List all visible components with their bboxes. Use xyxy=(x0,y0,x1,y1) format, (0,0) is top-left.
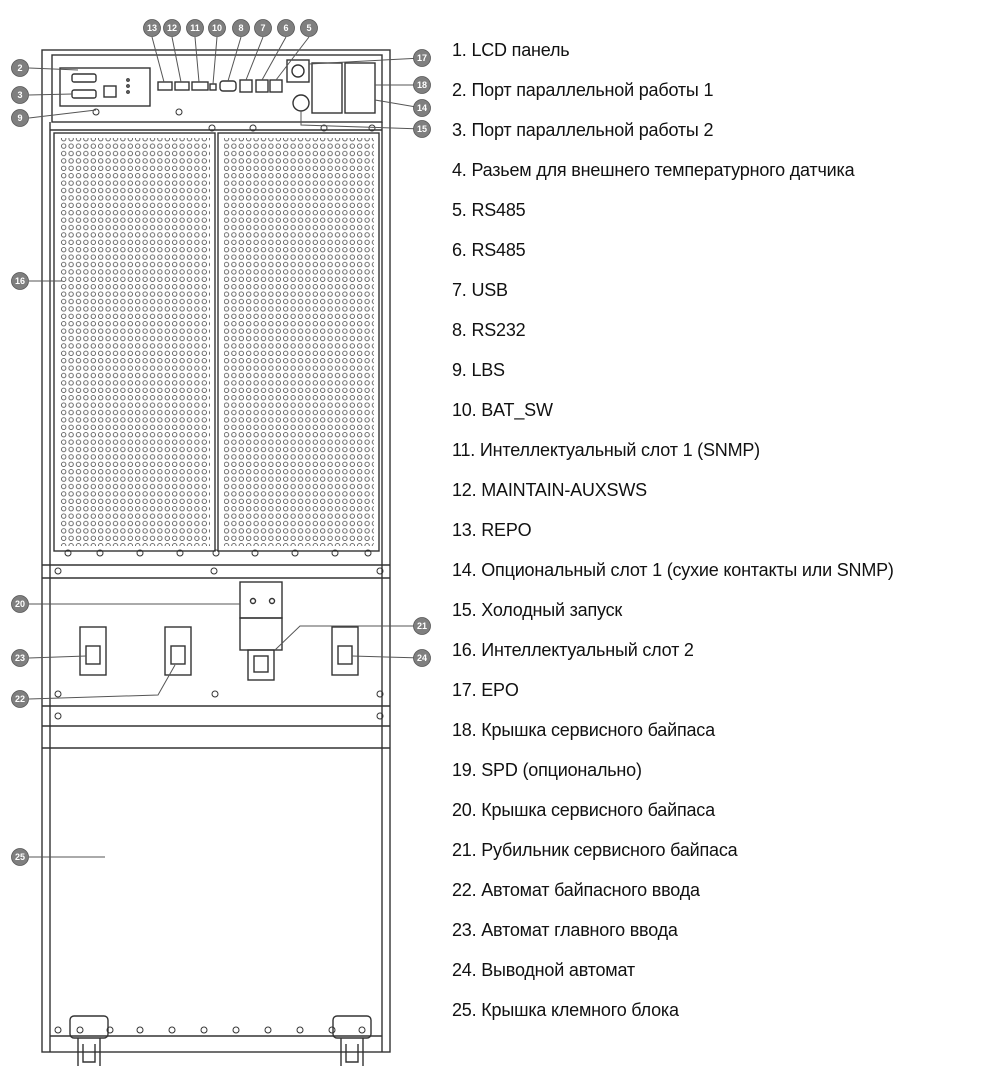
leader-12 xyxy=(172,37,181,82)
screw xyxy=(212,691,218,697)
callout-badge xyxy=(164,20,181,37)
callout-badge xyxy=(144,20,161,37)
legend-item xyxy=(452,870,894,910)
legend-item xyxy=(452,70,894,110)
screw xyxy=(137,1027,143,1033)
legend-item-text: Крышка сервисного байпаса xyxy=(481,720,715,740)
legend-item xyxy=(452,150,894,190)
screw xyxy=(176,109,182,115)
board-led-2 xyxy=(127,85,129,87)
legend-item-text: EPO xyxy=(481,680,519,700)
legend-item-number: 20. xyxy=(452,800,477,820)
leader-11 xyxy=(195,37,199,82)
legend-item-text: Крышка клемного блока xyxy=(481,1000,679,1020)
callout-number: 16 xyxy=(14,276,26,287)
legend-item-number: 16. xyxy=(452,640,477,660)
legend-item xyxy=(452,550,894,590)
leader-10 xyxy=(213,37,217,84)
callout-number: 13 xyxy=(146,23,158,34)
legend-item-text: Разьем для внешнего температурного датчика xyxy=(471,160,855,180)
bat-sw-connector xyxy=(210,84,216,90)
leader-9 xyxy=(29,110,96,118)
screw xyxy=(201,1027,207,1033)
callout-badge xyxy=(414,650,431,667)
legend-item-text: RS232 xyxy=(471,320,526,340)
legend-item-text: Автомат байпасного ввода xyxy=(481,880,700,900)
legend-item-number: 25. xyxy=(452,1000,477,1020)
legend-item-number: 1. xyxy=(452,40,467,60)
callout-badge xyxy=(209,20,226,37)
callout-badge xyxy=(12,849,29,866)
callout-badge xyxy=(12,596,29,613)
leader-23 xyxy=(29,656,86,658)
callout-badge xyxy=(414,77,431,94)
output-breaker xyxy=(332,627,358,675)
callout-number: 24 xyxy=(416,653,428,664)
legend-item xyxy=(452,750,894,790)
legend-item xyxy=(452,390,894,430)
legend-item xyxy=(452,110,894,150)
callout-number: 14 xyxy=(416,103,428,114)
callout-badge xyxy=(187,20,204,37)
leader-8 xyxy=(228,37,241,81)
callout-badge xyxy=(233,20,250,37)
screw xyxy=(55,691,61,697)
legend-item-number: 22. xyxy=(452,880,477,900)
screw xyxy=(265,1027,271,1033)
bypass-cover xyxy=(240,582,282,618)
legend-item-number: 23. xyxy=(452,920,477,940)
leader-24 xyxy=(352,656,422,658)
callout-number: 20 xyxy=(14,599,26,610)
legend-item xyxy=(452,510,894,550)
epo-button xyxy=(292,65,304,77)
leader-13 xyxy=(152,37,164,82)
legend-item xyxy=(452,590,894,630)
parallel-port-2 xyxy=(72,90,96,98)
snmp-slot-1 xyxy=(192,82,208,90)
caster-right-bracket xyxy=(333,1016,371,1038)
callout-badge xyxy=(12,110,29,127)
rs485-port-2 xyxy=(270,80,282,92)
callout-number: 12 xyxy=(166,23,178,34)
maintain-auxsws-connector xyxy=(175,82,189,90)
legend-item-text: BAT_SW xyxy=(481,400,553,420)
callout-number: 5 xyxy=(306,23,312,34)
screw xyxy=(297,1027,303,1033)
legend-item-number: 21. xyxy=(452,840,477,860)
maintenance-bypass-switch xyxy=(248,650,274,680)
legend-item xyxy=(452,270,894,310)
bypass-input-breaker-toggle xyxy=(171,646,185,664)
callout-number: 22 xyxy=(14,694,26,705)
callout-badge xyxy=(12,691,29,708)
main-input-breaker xyxy=(80,627,106,675)
screw xyxy=(55,713,61,719)
legend-item-text: Интеллектуальный слот 2 xyxy=(481,640,694,660)
epo-switch xyxy=(287,60,309,82)
legend-item-text: MAINTAIN-AUXSWS xyxy=(481,480,647,500)
legend-item-number: 15. xyxy=(452,600,477,620)
legend-item-number: 3. xyxy=(452,120,467,140)
callout-badge xyxy=(414,121,431,138)
screw xyxy=(55,568,61,574)
legend-item-text: Крышка сервисного байпаса xyxy=(481,800,715,820)
legend-item-number: 5. xyxy=(452,200,467,220)
legend-item-number: 17. xyxy=(452,680,477,700)
bypass-cover-screw-1 xyxy=(251,599,256,604)
callout-number: 10 xyxy=(211,23,223,34)
callout-badge xyxy=(414,50,431,67)
rs485-port-1 xyxy=(256,80,268,92)
legend-item xyxy=(452,430,894,470)
repo-connector xyxy=(158,82,172,90)
legend-item-text: RS485 xyxy=(471,240,526,260)
leader-3 xyxy=(29,94,72,95)
leader-6 xyxy=(262,37,286,80)
legend-item xyxy=(452,350,894,390)
legend-item-text: SPD (опционально) xyxy=(481,760,642,780)
legend-item xyxy=(452,630,894,670)
callout-number: 9 xyxy=(17,113,23,124)
screw xyxy=(55,1027,61,1033)
callout-badge xyxy=(414,100,431,117)
legend-item xyxy=(452,470,894,510)
callout-badge xyxy=(12,650,29,667)
screw xyxy=(169,1027,175,1033)
callout-number: 7 xyxy=(260,23,266,34)
callout-number: 3 xyxy=(17,90,23,101)
legend-item-number: 8. xyxy=(452,320,467,340)
callout-badge xyxy=(12,60,29,77)
callout-number: 6 xyxy=(283,23,289,34)
callout-badge xyxy=(301,20,318,37)
screw xyxy=(77,1027,83,1033)
callout-number: 21 xyxy=(416,621,428,632)
legend-item-text: REPO xyxy=(481,520,532,540)
legend-item-number: 11. xyxy=(452,440,476,460)
legend-item-number: 10. xyxy=(452,400,477,420)
legend-item xyxy=(452,790,894,830)
board-led-1 xyxy=(127,79,129,81)
legend-item-number: 18. xyxy=(452,720,477,740)
callout-badge xyxy=(12,273,29,290)
screw xyxy=(213,550,219,556)
legend-item xyxy=(452,990,894,1030)
usb-port xyxy=(240,80,252,92)
legend-item xyxy=(452,710,894,750)
legend-item-text: Порт параллельной работы 1 xyxy=(471,80,714,100)
bypass-switch-plate xyxy=(240,618,282,650)
legend-item-text: LBS xyxy=(471,360,505,380)
legend-item-text: Холодный запуск xyxy=(481,600,623,620)
parallel-port-1 xyxy=(72,74,96,82)
bypass-input-breaker xyxy=(165,627,191,675)
legend-item-text: RS485 xyxy=(471,200,526,220)
vent-grille-left xyxy=(60,138,210,546)
legend-item xyxy=(452,230,894,270)
legend-item-number: 9. xyxy=(452,360,467,380)
comm-panel xyxy=(52,55,382,122)
callout-number: 11 xyxy=(190,23,200,34)
option-slot-1 xyxy=(345,63,375,113)
rs232-port xyxy=(220,81,236,91)
legend-item xyxy=(452,190,894,230)
output-breaker-toggle xyxy=(338,646,352,664)
maintenance-bypass-switch-toggle xyxy=(254,656,268,672)
legend-item xyxy=(452,670,894,710)
legend-item-number: 14. xyxy=(452,560,477,580)
legend-item-number: 12. xyxy=(452,480,477,500)
legend-item-text: Автомат главного ввода xyxy=(481,920,678,940)
legend-item xyxy=(452,830,894,870)
temp-sensor-port xyxy=(104,86,116,97)
legend-item-number: 19. xyxy=(452,760,477,780)
legend-item-number: 7. xyxy=(452,280,467,300)
callout-number: 15 xyxy=(416,124,428,135)
legend-item-text: Интеллектуальный слот 1 (SNMP) xyxy=(479,440,760,460)
leader-7 xyxy=(246,37,263,80)
legend-item xyxy=(452,950,894,990)
legend-item-text: USB xyxy=(471,280,508,300)
callout-number: 18 xyxy=(416,80,428,91)
legend-item xyxy=(452,30,894,70)
board-led-3 xyxy=(127,91,129,93)
callout-badge xyxy=(414,618,431,635)
legend-item-number: 6. xyxy=(452,240,467,260)
leader-22 xyxy=(29,665,175,699)
callout-number: 25 xyxy=(14,852,26,863)
screw xyxy=(329,1027,335,1033)
callout-number: 17 xyxy=(416,53,428,64)
bypass-cover-screw-2 xyxy=(270,599,275,604)
legend-item xyxy=(452,910,894,950)
spd-module xyxy=(312,63,342,113)
legend-item-text: Порт параллельной работы 2 xyxy=(471,120,714,140)
legend-list xyxy=(452,30,894,1030)
callout-badge xyxy=(278,20,295,37)
callout-badge xyxy=(12,87,29,104)
callout-number: 23 xyxy=(14,653,26,664)
legend-item-text: LCD панель xyxy=(471,40,570,60)
legend-item-text: Выводной автомат xyxy=(481,960,635,980)
legend-item-number: 13. xyxy=(452,520,477,540)
screw xyxy=(359,1027,365,1033)
ups-rear-panel-diagram xyxy=(0,0,440,1069)
legend-item-number: 4. xyxy=(452,160,467,180)
callout-number: 8 xyxy=(238,23,244,34)
legend-item-text: Опциональный слот 1 (сухие контакты или SNMP) xyxy=(481,560,894,580)
screw xyxy=(211,568,217,574)
main-input-breaker-toggle xyxy=(86,646,100,664)
legend-item-number: 2. xyxy=(452,80,467,100)
callout-number: 2 xyxy=(17,63,23,74)
caster-left-bracket xyxy=(70,1016,108,1038)
vent-grille-right xyxy=(224,138,374,546)
legend-item-number: 24. xyxy=(452,960,477,980)
screw xyxy=(233,1027,239,1033)
legend-item-text: Рубильник сервисного байпаса xyxy=(481,840,738,860)
cold-start-button xyxy=(293,95,309,111)
callout-badge xyxy=(255,20,272,37)
legend-item xyxy=(452,310,894,350)
